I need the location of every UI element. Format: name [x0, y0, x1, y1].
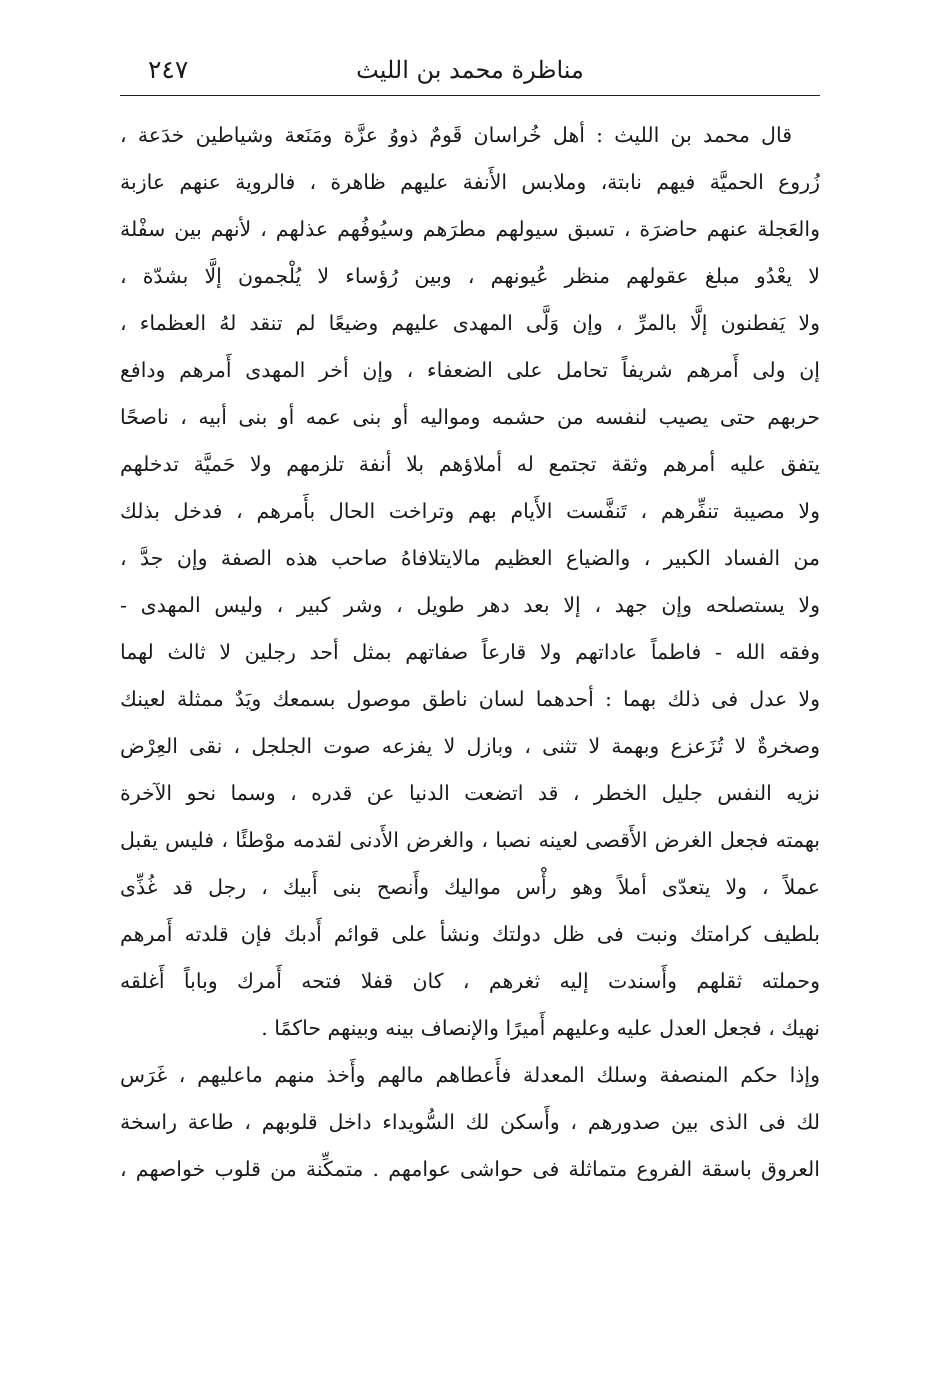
text-line: وفقه الله - فاطماً عاداتهم ولا قارعاً صفاتهم بمثل أحد رجلين لا ثالث لهما: [120, 640, 820, 664]
text-line: وإذا حكم المنصفة وسلك المعدلة فأَعطاهم مالهم وأَخذ منهم ماعليهم ، غَرَس: [120, 1063, 820, 1087]
running-title: مناظرة محمد بن الليث: [356, 56, 584, 84]
page-number: ٢٤٧: [148, 55, 189, 84]
header-rule: [120, 95, 820, 96]
text-line: من الفساد الكبير ، والضياع العظيم مالايتلافاهُ صاحب هذه الصفة وإن جدَّ ،: [120, 546, 820, 570]
body-text: [120, 112, 820, 1193]
text-line: نهيك ، فجعل العدل عليه وعليهم أَميرًا والإنصاف بينه وبينهم حاكمًا .: [261, 1016, 820, 1040]
running-head: [120, 48, 820, 92]
text-line: زُروع الحميَّة فيهم نابتة، وملابس الأَنفة عليهم ظاهرة ، فالروية عنهم عازبة: [120, 170, 820, 194]
text-line: قال محمد بن الليث : أهل خُراسان قَومٌ ذووُ عزَّة ومَنَعة وشياطين خدَعة ،: [120, 123, 792, 147]
text-line: إن ولى أَمرهم شريفاً تحامل على الضعفاء ، وإن أخر المهدى أَمرهم ودافع: [120, 358, 820, 382]
text-line: نزيه النفس جليل الخطر ، قد اتضعت الدنيا عن قدره ، وسما نحو الآخرة: [120, 781, 820, 805]
text-line: ولا مصيبة تنفِّرهم ، تَنفَّست الأَيام بهم وتراخت الحال بأَمرهم ، فدخل بذلك: [120, 499, 820, 523]
text-line: وحملته ثقلهم وأَسندت إليه ثغرهم ، كان قفلا فتحه أَمرك وباباً أَغلقه: [120, 969, 820, 993]
text-line: حربهم حتى يصيب لنفسه من حشمه ومواليه أو بنى عمه أو بنى أبيه ، ناصحًا: [120, 405, 820, 429]
text-line: والعَجلة عنهم حاضرَة ، تسبق سيولهم مطرَهم وسيُوفُهم عذلهم ، لأنهم بين سفْلة: [120, 217, 820, 241]
text-line: يتفق عليه أمرهم وثقة تجتمع له أملاؤهم بلا أنفة تلزمهم ولا حَميَّة تدخلهم: [120, 452, 820, 476]
text-line: لك فى الذى بين صدورهم ، وأَسكن لك السُّويداء داخل قلوبهم ، طاعة راسخة: [120, 1110, 820, 1134]
text-line: ولا يَفطنون إلَّا بالمرِّ ، وإن وَلَّى المهدى عليهم وضيعًا لم تنقد لهُ العظماء ،: [120, 311, 820, 335]
text-line: ولا يستصلحه وإن جهد ، إلا بعد دهر طويل ، وشر كبير ، وليس المهدى -: [120, 593, 820, 617]
text-line: بهمته فجعل الغرض الأَقصى لعينه نصبا ، والغرض الأَدنى لقدمه موْطئًا ، فليس يقبل: [120, 828, 820, 852]
text-line: بلطيف كرامتك ونبت فى ظل دولتك ونشأ على قوائم أَدبك فإن قلدته أَمرهم: [120, 922, 820, 946]
text-line: لا يعْدُو مبلغ عقولهم منظر عُيونهم ، وبين رُؤساء لا يُلْجمون إلَّا بشدّة ،: [120, 264, 820, 288]
text-line: عملاً ، ولا يتعدّى أملاً وهو رأْس مواليك وأَنصح بنى أَبيك ، رجل قد غُذِّى: [120, 875, 820, 899]
text-line: وصخرةٌ لا تُزَعزع وبهمة لا تثنى ، وبازل لا يفزعه صوت الجلجل ، نقى العِرْض: [120, 734, 820, 758]
text-line: ولا عدل فى ذلك بهما : أحدهما لسان ناطق موصول بسمعك ويَدٌ ممثلة لعينك: [120, 687, 820, 711]
text-line: العروق باسقة الفروع متماثلة فى حواشى عوامهم . متمكِّنة من قلوب خواصهم ،: [120, 1157, 820, 1181]
